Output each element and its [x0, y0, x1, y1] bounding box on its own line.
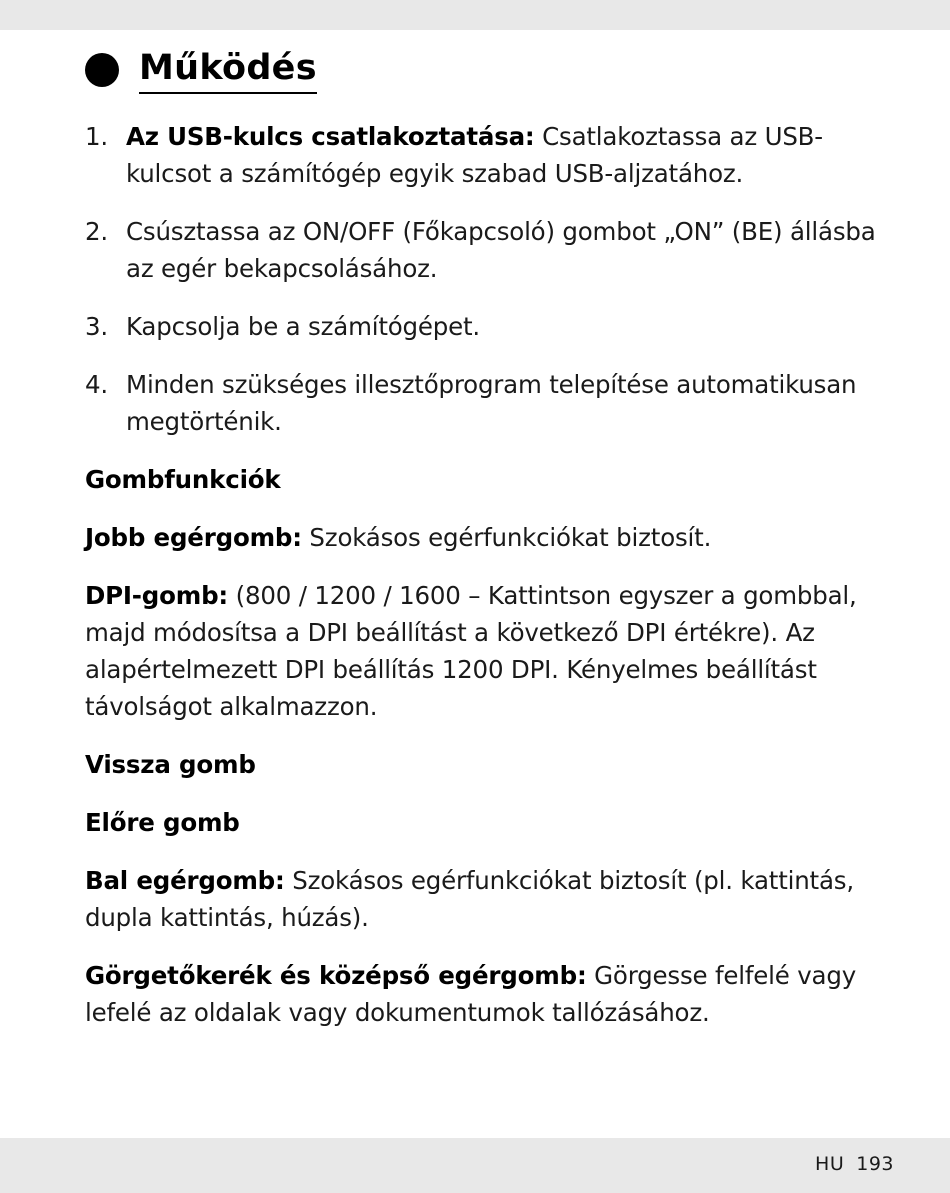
button-functions-heading: Gombfunkciók	[85, 465, 281, 494]
step-number: 1.	[85, 122, 108, 151]
step-number: 3.	[85, 312, 108, 341]
step-label: Az USB-kulcs csatlakoztatása:	[126, 122, 535, 151]
list-item-step-2	[85, 213, 900, 287]
right-button-text: Szokásos egérfunkciókat biztosít.	[301, 523, 712, 552]
scroll-wheel-description	[85, 957, 900, 1031]
step-number: 2.	[85, 217, 108, 246]
page-content	[85, 118, 900, 1052]
scroll-wheel-text: Görgesse felfelé vagy lefelé az oldalak vagy dokumentumok tallózásához.	[85, 961, 857, 1027]
right-button-label: Jobb egérgomb:	[85, 523, 302, 552]
steps-list	[85, 118, 900, 440]
bullet-icon	[85, 53, 119, 87]
footer-language: HU	[815, 1153, 845, 1175]
dpi-button-description	[85, 577, 900, 725]
page-number: 193	[856, 1153, 894, 1175]
left-button-description	[85, 862, 900, 936]
back-button-heading: Vissza gomb	[85, 750, 256, 779]
forward-button-heading: Előre gomb	[85, 808, 240, 837]
step-text: Csatlakoztassa az USB-kulcsot a számítógép egyik szabad USB-aljzatához.	[126, 122, 823, 188]
left-button-text: Szokásos egérfunkciókat biztosít (pl. kattintás, dupla kattintás, húzás).	[85, 866, 854, 932]
scroll-wheel-label: Görgetőkerék és középső egérgomb:	[85, 961, 587, 990]
right-button-description	[85, 519, 900, 556]
list-item-step-3	[85, 308, 900, 345]
left-button-label: Bal egérgomb:	[85, 866, 285, 895]
top-margin-band	[0, 0, 950, 30]
step-number: 4.	[85, 370, 108, 399]
list-item-step-4	[85, 366, 900, 440]
footer-band	[0, 1138, 950, 1193]
step-text: Csúsztassa az ON/OFF (Főkapcsoló) gombot „ON” (BE) állásba az egér bekapcsolásához.	[126, 217, 876, 283]
section-title: Működés	[139, 46, 317, 94]
dpi-button-label: DPI-gomb:	[85, 581, 229, 610]
section-heading	[85, 46, 317, 94]
step-text: Minden szükséges illesztőprogram telepítése automatikusan megtörténik.	[126, 370, 857, 436]
step-text: Kapcsolja be a számítógépet.	[126, 312, 481, 341]
page-footer	[815, 1153, 894, 1175]
dpi-button-text: (800 / 1200 / 1600 – Kattintson egyszer a gombbal, majd módosítsa a DPI beállítást a következő DPI értékre). Az alapértelmezett DPI beállítás 1200 DPI. Kényelmes beállítást távolságot alkalmazzon.	[85, 581, 857, 721]
list-item-step-1	[85, 118, 900, 192]
